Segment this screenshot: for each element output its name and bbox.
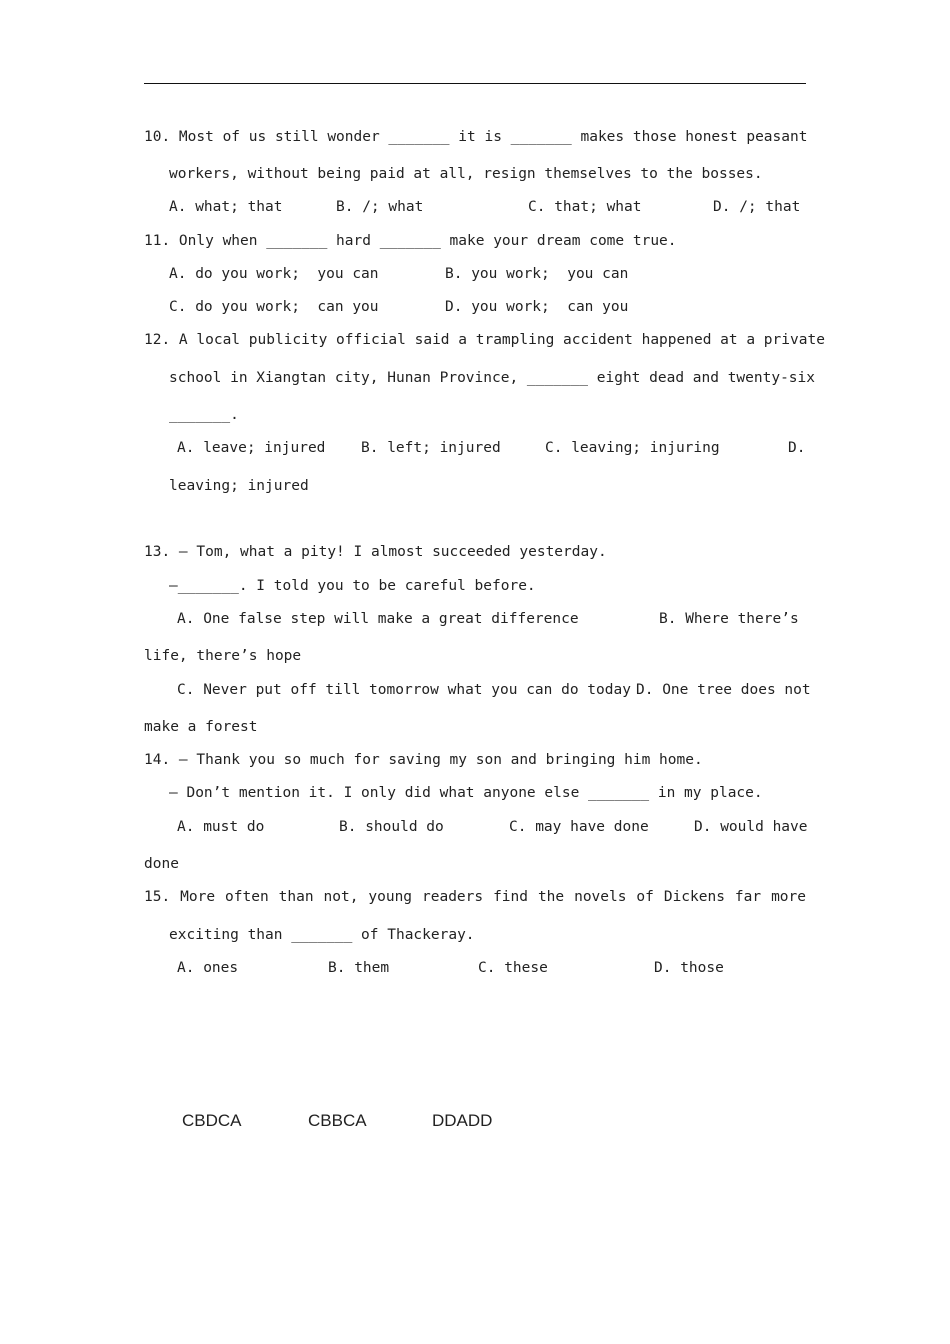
option-c: C. these <box>478 960 548 976</box>
question-15-line-2: exciting than _______ of Thackeray. <box>169 927 475 943</box>
question-14-line-1: 14. — Thank you so much for saving my son and bringing him home. <box>144 752 703 768</box>
option-d-cont: make a forest <box>144 719 258 735</box>
answer-group-1: CBDCA <box>182 1111 242 1130</box>
answer-group-2: CBBCA <box>308 1111 367 1130</box>
option-b: B. should do <box>339 819 444 835</box>
option-d-text: leaving; injured <box>169 478 309 494</box>
option-b: B. you work; you can <box>445 266 629 282</box>
option-d-cont: done <box>144 856 179 872</box>
header-rule <box>144 83 806 84</box>
question-12-line-2: school in Xiangtan city, Hunan Province, _______ eight dead and twenty-six <box>169 370 816 386</box>
option-d: D. you work; can you <box>445 299 629 315</box>
question-10-line-1: 10. Most of us still wonder _______ it is _______ makes those honest peasant <box>144 129 808 145</box>
option-b: B. /; what <box>336 199 424 215</box>
question-13-line-1: 13. — Tom, what a pity! I almost succeeded yesterday. <box>144 544 607 560</box>
question-12-line-1: 12. A local publicity official said a trampling accident happened at a private <box>144 332 825 348</box>
question-14-line-2: — Don’t mention it. I only did what anyone else _______ in my place. <box>169 785 763 801</box>
option-b: B. Where there’s <box>659 611 799 627</box>
option-c: C. may have done <box>509 819 649 835</box>
option-c: C. do you work; can you <box>169 299 379 315</box>
option-d-label: D. <box>788 440 806 456</box>
option-a: A. what; that <box>169 199 283 215</box>
question-15-line-1: 15. More often than not, young readers find the novels of Dickens far more <box>144 889 806 905</box>
option-c: C. leaving; injuring <box>545 440 720 456</box>
option-d: D. /; that <box>713 199 801 215</box>
option-b-cont: life, there’s hope <box>144 648 302 664</box>
option-b: B. them <box>328 960 390 976</box>
option-a: A. must do <box>177 819 265 835</box>
option-a: A. do you work; you can <box>169 266 379 282</box>
question-10-line-2: workers, without being paid at all, resign themselves to the bosses. <box>169 166 763 182</box>
answer-group-3: DDADD <box>432 1111 493 1130</box>
option-a: A. One false step will make a great difference <box>177 611 579 627</box>
option-d: D. would have <box>694 819 808 835</box>
option-c: C. that; what <box>528 199 642 215</box>
option-a: A. ones <box>177 960 239 976</box>
option-b: B. left; injured <box>361 440 501 456</box>
option-c: C. Never put off till tomorrow what you can do today <box>177 682 631 698</box>
option-a: A. leave; injured <box>177 440 326 456</box>
option-d: D. those <box>654 960 724 976</box>
question-11-line-1: 11. Only when _______ hard _______ make your dream come true. <box>144 233 677 249</box>
option-d: D. One tree does not <box>636 682 811 698</box>
question-12-line-3: _______. <box>169 407 239 423</box>
question-13-line-2: —_______. I told you to be careful before. <box>169 578 536 594</box>
